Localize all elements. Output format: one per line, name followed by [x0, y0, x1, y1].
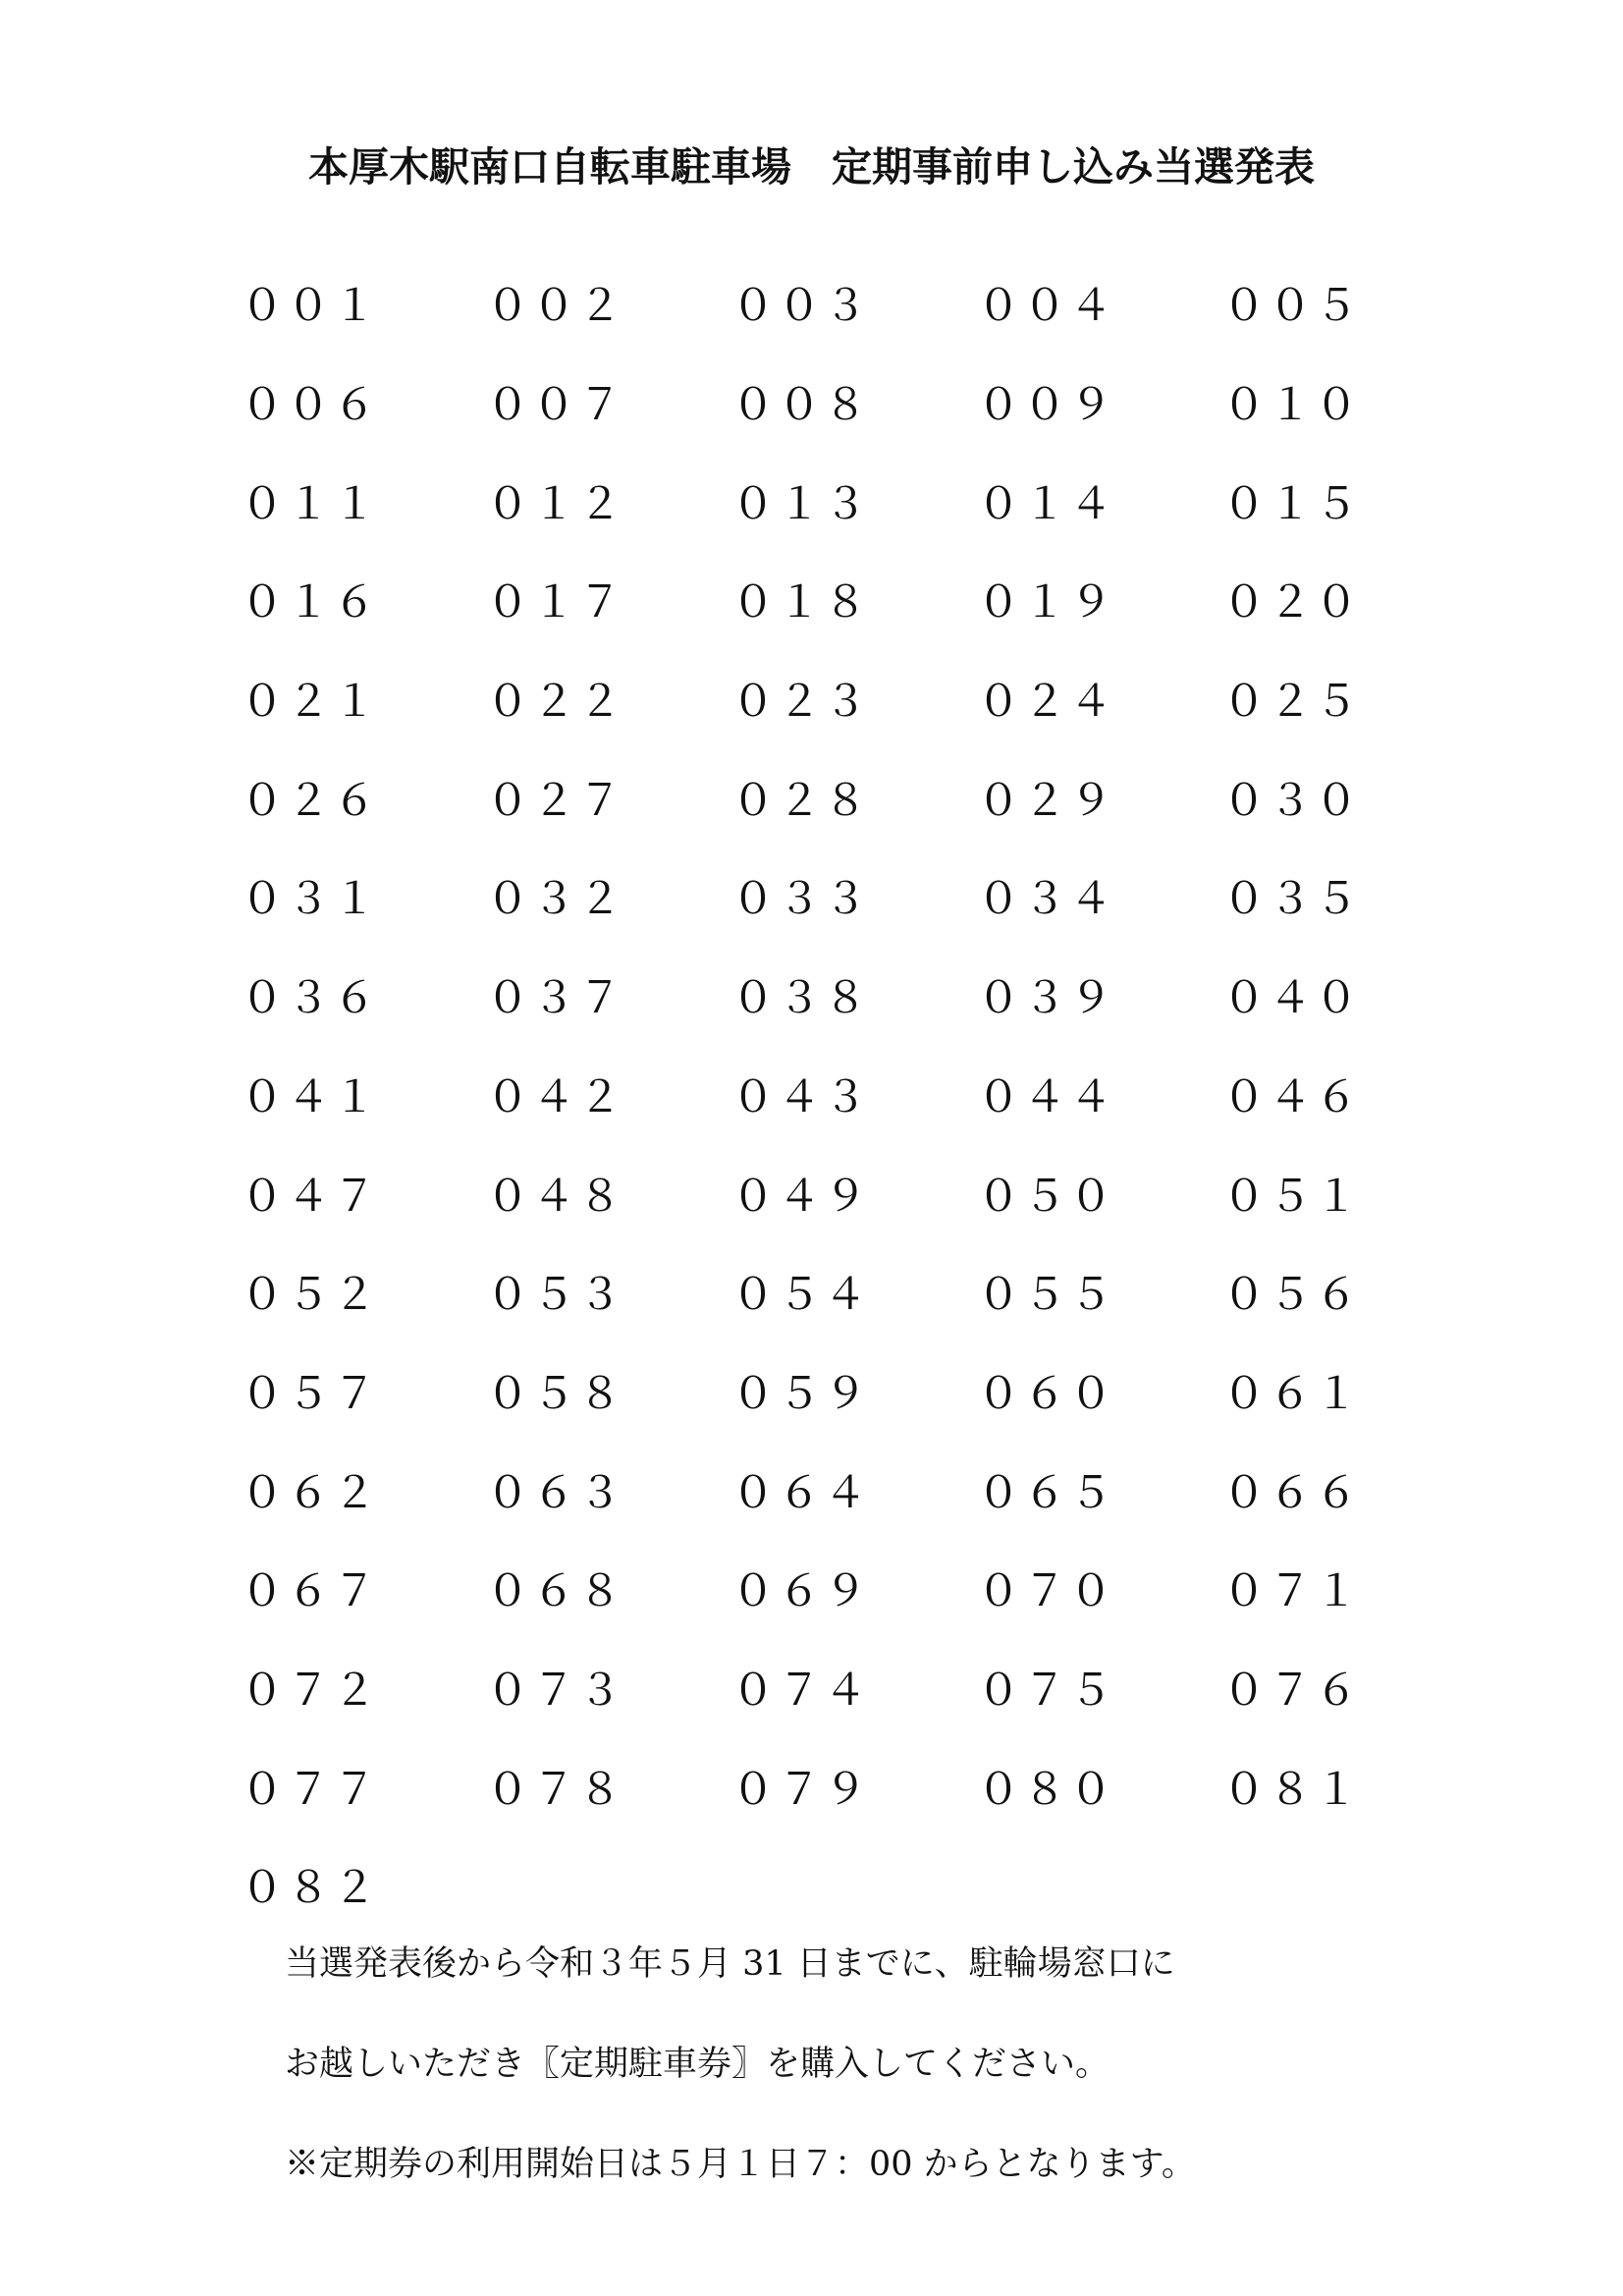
winning-number: ０２５: [1222, 677, 1361, 728]
winning-number: ０２０: [1222, 577, 1361, 629]
winning-number: ０３７: [486, 973, 624, 1024]
winning-number: ００４: [977, 281, 1115, 332]
winning-number: ０２８: [731, 775, 870, 826]
winning-number: ０７３: [486, 1665, 624, 1716]
winning-number: ０６１: [1222, 1368, 1361, 1419]
winning-number: ０２９: [977, 775, 1115, 826]
winning-numbers-grid: [241, 257, 1468, 1939]
note-purchase-deadline: 当選発表後から令和３年５月 31 日までに、駐輪場窓口に: [285, 1944, 1175, 1984]
winning-number: ００３: [731, 281, 870, 332]
winning-number: ０８１: [1222, 1764, 1361, 1815]
winning-number: ０５７: [241, 1368, 379, 1419]
winning-number: ０３６: [241, 973, 379, 1024]
winning-number: ０７７: [241, 1764, 379, 1815]
winning-number: ０１１: [241, 478, 379, 529]
winning-number: ０５１: [1222, 1171, 1361, 1222]
winning-number: ０２３: [731, 677, 870, 728]
winning-number: ００２: [486, 281, 624, 332]
winning-number: ０１６: [241, 577, 379, 629]
winning-number: ０１２: [486, 478, 624, 529]
winning-number: ０５４: [731, 1270, 870, 1321]
winning-number: ０８０: [977, 1764, 1115, 1815]
winning-number: ０６３: [486, 1467, 624, 1518]
winning-number: ０４１: [241, 1071, 379, 1122]
note-purchase-instruction: お越しいただき〖定期駐車券〗を購入してください。: [285, 2045, 1110, 2084]
winning-number: ０８２: [241, 1863, 379, 1914]
winning-number: ０６６: [1222, 1467, 1361, 1518]
winning-number: ０３５: [1222, 874, 1361, 925]
winning-number: ０７５: [977, 1665, 1115, 1716]
winning-number: ０２２: [486, 677, 624, 728]
winning-number: ０４４: [977, 1071, 1115, 1122]
winning-number: ０１８: [731, 577, 870, 629]
winning-number: ０２７: [486, 775, 624, 826]
winning-number: ０１３: [731, 478, 870, 529]
winning-number: ０７６: [1222, 1665, 1361, 1716]
winning-number: ０４３: [731, 1071, 870, 1122]
notes: [285, 1940, 1196, 2240]
winning-number: ０７２: [241, 1665, 379, 1716]
winning-number: ０４２: [486, 1071, 624, 1122]
winning-number: ０４８: [486, 1171, 624, 1222]
winning-number: ０７１: [1222, 1566, 1361, 1617]
winning-number: ０５８: [486, 1368, 624, 1419]
winning-number: ０１５: [1222, 478, 1361, 529]
winning-number: ０４０: [1222, 973, 1361, 1024]
winning-number: ０６５: [977, 1467, 1115, 1518]
winning-number: ０６４: [731, 1467, 870, 1518]
winning-number: ０１７: [486, 577, 624, 629]
winning-number: ０１０: [1222, 380, 1361, 431]
winning-number: ０３８: [731, 973, 870, 1024]
winning-number: ０７９: [731, 1764, 870, 1815]
winning-number: ０６９: [731, 1566, 870, 1617]
winning-number: ００９: [977, 380, 1115, 431]
winning-number: ０３２: [486, 874, 624, 925]
winning-number: ０２４: [977, 677, 1115, 728]
winning-number: ０３９: [977, 973, 1115, 1024]
winning-number: ０６７: [241, 1566, 379, 1617]
winning-number: ０２６: [241, 775, 379, 826]
winning-number: ００７: [486, 380, 624, 431]
winning-number: ０４６: [1222, 1071, 1361, 1122]
winning-number: ０３１: [241, 874, 379, 925]
winning-number: ００６: [241, 380, 379, 431]
winning-number: ０７８: [486, 1764, 624, 1815]
winning-number: ０５３: [486, 1270, 624, 1321]
winning-number: ０５９: [731, 1368, 870, 1419]
winning-number: ００１: [241, 281, 379, 332]
winning-number: ０６８: [486, 1566, 624, 1617]
winning-number: ０７４: [731, 1665, 870, 1716]
page-title: 本厚木駅南口自転車駐車場 定期事前申し込み当選発表: [308, 143, 1315, 191]
winning-number: ０３３: [731, 874, 870, 925]
winning-number: ０６２: [241, 1467, 379, 1518]
winning-number: ０５６: [1222, 1270, 1361, 1321]
winning-number: ０５２: [241, 1270, 379, 1321]
winning-number: ００８: [731, 380, 870, 431]
note-start-date: ※定期券の利用開始日は５月１日７：00 からとなります。: [285, 2145, 1196, 2184]
winning-number: ０４９: [731, 1171, 870, 1222]
winning-number: ０６０: [977, 1368, 1115, 1419]
winning-number: ０２１: [241, 677, 379, 728]
winning-number: ０１４: [977, 478, 1115, 529]
winning-number: ０１９: [977, 577, 1115, 629]
winning-number: ０７０: [977, 1566, 1115, 1617]
winning-number: ０３４: [977, 874, 1115, 925]
winning-number: ０５０: [977, 1171, 1115, 1222]
winning-number: ０４７: [241, 1171, 379, 1222]
winning-number: ０５５: [977, 1270, 1115, 1321]
winning-number: ００５: [1222, 281, 1361, 332]
winning-number: ０３０: [1222, 775, 1361, 826]
